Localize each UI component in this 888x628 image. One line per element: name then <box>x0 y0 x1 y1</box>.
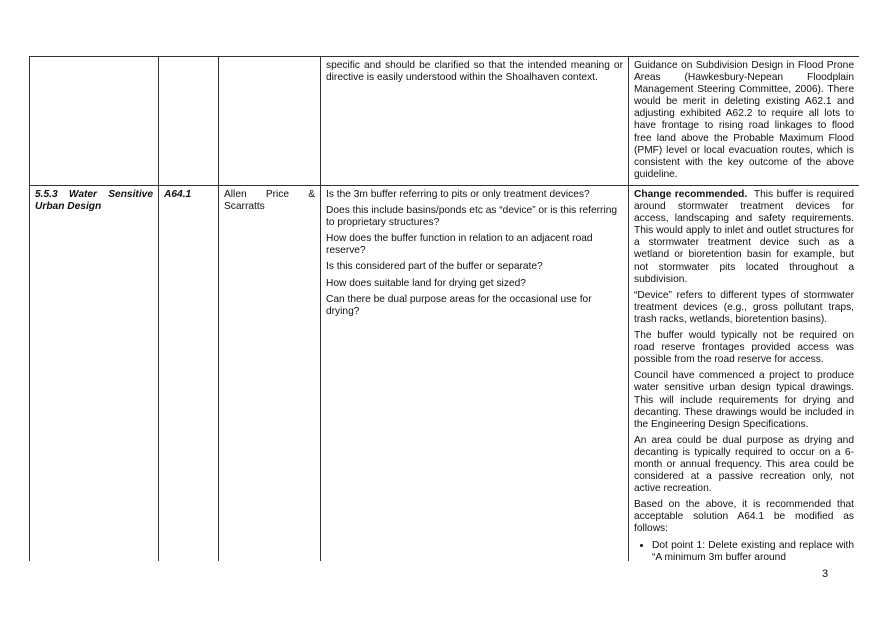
response-paragraph: The buffer would typically not be required on road reserve frontages provided access was possible from the road reserve for access. <box>634 330 854 366</box>
bullet-list <box>634 540 854 561</box>
submissions-table <box>29 56 859 561</box>
bullet-item: • Dot point 1: Delete existing and replace with “A minimum 3m buffer around <box>652 540 854 561</box>
response-first: This buffer is required around stormwater treatment devices for access, landscaping and safety requirements. This would apply to inlet and outlet structures for a stormwater treatment device such as a wetland or bioretention basin for example, but not stormwater pits located throughout a subdivision. <box>634 189 855 285</box>
question: How does the buffer function in relation to an adjacent road reserve? <box>326 233 593 257</box>
response-lead: Change recommended. <box>634 189 748 200</box>
response-paragraph: An area could be dual purpose as drying and decanting is typically required to occur on a 6-month or annual frequency. This area could be considered at a passive recreation only, not active recreation. <box>634 434 854 495</box>
response-paragraph: “Device” refers to different types of stormwater treatment devices (e.g., gross pollutant traps, trash racks, wetlands, bioretention basins). <box>634 289 854 325</box>
response-text: Guidance on Subdivision Design in Flood Prone Areas (Hawkesbury-Nepean Floodplain Management Steering Committee, 2006). There would be merit in deleting existing A62.1 and adjusting exhibited A62.2 to require all lots to have frontage to rising road linkages to flood free land above the Probable Maximum Flood (PMF) level or local evacuation routes, which is consistent with the key outcome of the above guideline. <box>634 60 854 180</box>
question: Is the 3m buffer referring to pits or only treatment devices? <box>326 189 590 200</box>
solution-cell <box>159 186 219 562</box>
question: How does suitable land for drying get sized? <box>326 277 526 289</box>
response-paragraph: Based on the above, it is recommended that acceptable solution A64.1 be modified as follows: <box>634 499 854 535</box>
response-paragraph <box>634 189 854 286</box>
table-row <box>30 57 860 186</box>
questions-cell <box>321 186 629 562</box>
comment-text: specific and should be clarified so that the intended meaning or directive is easily understood within the Shoalhaven context. <box>326 60 623 84</box>
question: Is this considered part of the buffer or separate? <box>326 261 543 273</box>
submitter-cell <box>219 57 321 186</box>
table <box>29 56 859 561</box>
clause-cell <box>30 57 159 186</box>
submitter-cell <box>219 186 321 562</box>
clause-cell <box>30 186 159 562</box>
question: Can there be dual purpose areas for the occasional use for drying? <box>326 293 592 317</box>
response-cell <box>629 57 860 186</box>
submitter-name: Allen Price & Scarratts <box>224 189 315 213</box>
response-cell <box>629 186 860 562</box>
solution-cell <box>159 57 219 186</box>
comment-cell <box>321 57 629 186</box>
solution-id: A64.1 <box>164 189 192 200</box>
clause-title: 5.5.3 Water Sensitive Urban Design <box>35 189 153 213</box>
table-row <box>30 186 860 562</box>
page-number: 3 <box>822 568 829 580</box>
question: Does this include basins/ponds etc as “device” or is this referring to proprietary structures? <box>326 205 618 229</box>
response-paragraph: Council have commenced a project to produce water sensitive urban design typical drawings. This will include requirements for drying and decanting. These drawings would be included in the Engineering Design Specifications. <box>634 370 854 430</box>
